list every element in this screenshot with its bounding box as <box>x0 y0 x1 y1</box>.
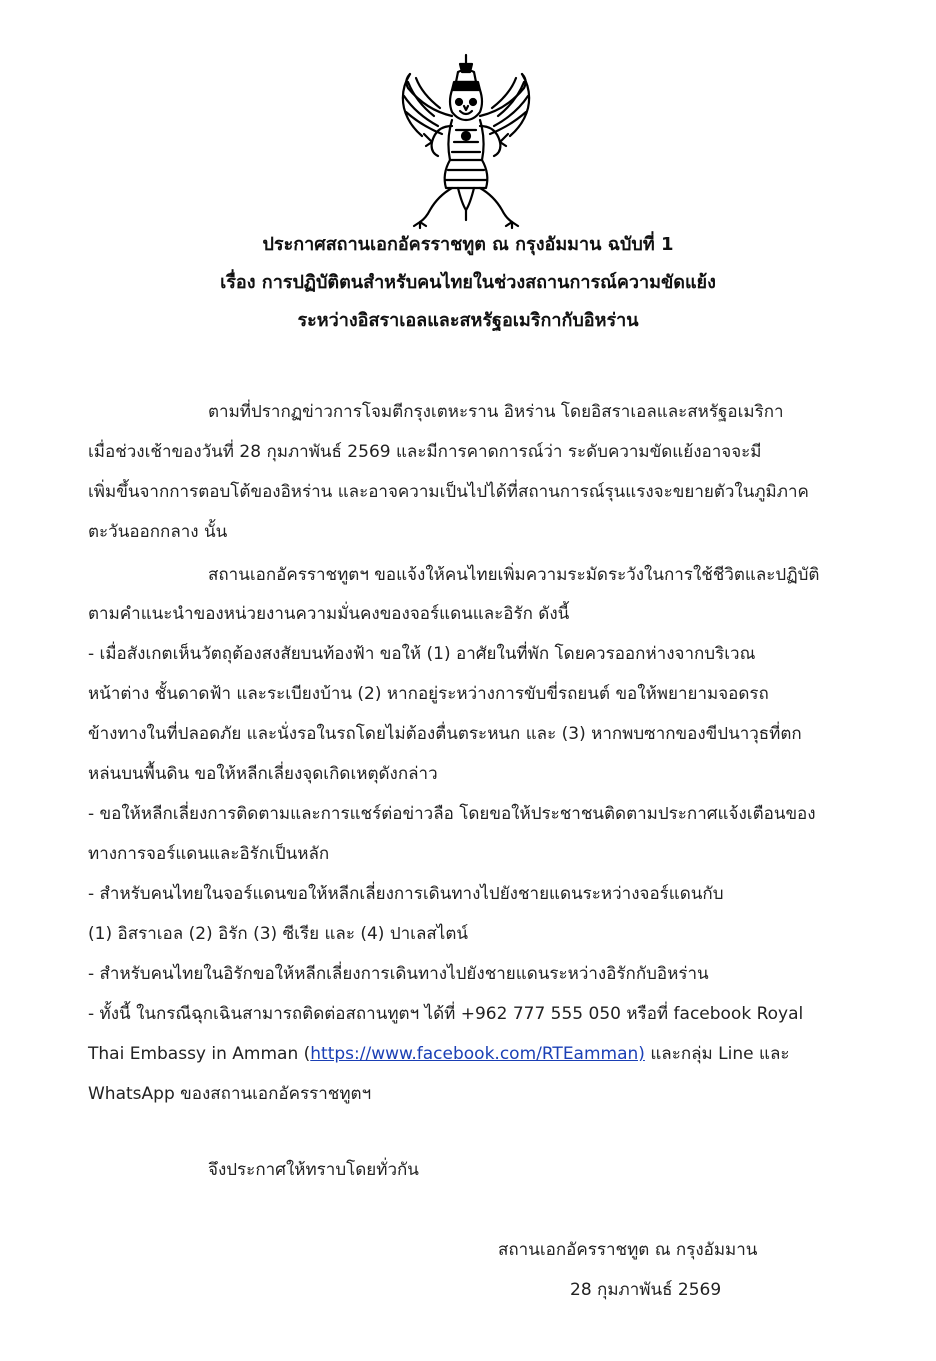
announcement-subject <box>60 268 876 298</box>
garuda-emblem-icon <box>386 50 546 230</box>
bullet-5-line: WhatsApp ของสถานเอกอัครราชทูตฯ <box>88 1084 372 1104</box>
signature-date: 28 กุมภาพันธ์ 2569 <box>570 1280 722 1300</box>
bullet-1-line: หน้าต่าง ชั้นดาดฟ้า และระเบียงบ้าน (2) หากอยู่ระหว่างการขับขี่รถยนต์ ขอให้พยายามจอดรถ <box>88 684 769 704</box>
paragraph-2-line: สถานเอกอัครราชทูตฯ ขอแจ้งให้คนไทยเพิ่มความระมัดระวังในการใช้ชีวิตและปฏิบัติ <box>208 565 820 585</box>
announcement-subject-cont <box>60 306 876 336</box>
bullet-5-line <box>88 1042 790 1066</box>
bullet-4-line: - สำหรับคนไทยในอิรักขอให้หลีกเลี่ยงการเดินทางไปยังชายแดนระหว่างอิรักกับอิหร่าน <box>88 964 709 984</box>
bullet-3-line: (1) อิสราเอล (2) อิรัก (3) ซีเรีย และ (4) ปาเลสไตน์ <box>88 924 468 944</box>
bullet-1-line: - เมื่อสังเกตเห็นวัตถุต้องสงสัยบนท้องฟ้า ขอให้ (1) อาศัยในที่พัก โดยควรออกห่างจากบริเวณ <box>88 644 756 664</box>
heading-line: เรื่อง การปฏิบัติตนสำหรับคนไทยในช่วงสถานการณ์ความขัดแย้ง <box>220 272 716 293</box>
bullet-1-line: ข้างทางในที่ปลอดภัย และนั่งรอในรถโดยไม่ต้องตื่นตระหนก และ (3) หากพบซากของขีปนาวุธที่ตก <box>88 724 802 744</box>
heading-line: ประกาศสถานเอกอัครราชทูต ณ กรุงอัมมาน ฉบับที่ 1 <box>262 234 674 255</box>
bullet-3-line: - สำหรับคนไทยในจอร์แดนขอให้หลีกเลี่ยงการเดินทางไปยังชายแดนระหว่างจอร์แดนกับ <box>88 884 724 904</box>
paragraph-2-line: ตามคำแนะนำของหน่วยงานความมั่นคงของจอร์แดนและอิรัก ดังนี้ <box>88 604 570 624</box>
bullet-1-line: หล่นบนพื้นดิน ขอให้หลีกเลี่ยงจุดเกิดเหตุดังกล่าว <box>88 764 438 784</box>
closing-statement: จึงประกาศให้ทราบโดยทั่วกัน <box>208 1160 419 1180</box>
bullet-5-text: และกลุ่ม Line และ <box>644 1044 790 1064</box>
paragraph-1-line: ตามที่ปรากฏข่าวการโจมตีกรุงเตหะราน อิหร่าน โดยอิสราเอลและสหรัฐอเมริกา <box>208 402 784 422</box>
signature-org: สถานเอกอัครราชทูต ณ กรุงอัมมาน <box>498 1240 758 1260</box>
bullet-2-line: - ขอให้หลีกเลี่ยงการติดตามและการแชร์ต่อข่าวลือ โดยขอให้ประชาชนติดตามประกาศแจ้งเตือนของ <box>88 804 816 824</box>
paragraph-1-line: เพิ่มขึ้นจากการตอบโต้ของอิหร่าน และอาจความเป็นไปได้ที่สถานการณ์รุนแรงจะขยายตัวในภูมิภาค <box>88 482 809 502</box>
facebook-link[interactable]: https://www.facebook.com/RTEamman) <box>310 1044 645 1064</box>
paragraph-1-line: เมื่อช่วงเช้าของวันที่ 28 กุมภาพันธ์ 2569 และมีการคาดการณ์ว่า ระดับความขัดแย้งอาจจะมี <box>88 442 762 462</box>
bullet-5-line: - ทั้งนี้ ในกรณีฉุกเฉินสามารถติดต่อสถานทูตฯ ได้ที่ +962 777 555 050 หรือที่ facebook Royal <box>88 1004 804 1024</box>
bullet-5-text: Thai Embassy in Amman ( <box>88 1044 311 1064</box>
heading-line: ระหว่างอิสราเอลและสหรัฐอเมริกากับอิหร่าน <box>297 310 639 331</box>
announcement-title <box>60 230 876 260</box>
bullet-2-line: ทางการจอร์แดนและอิรักเป็นหลัก <box>88 844 330 864</box>
paragraph-1-line: ตะวันออกกลาง นั้น <box>88 522 228 542</box>
